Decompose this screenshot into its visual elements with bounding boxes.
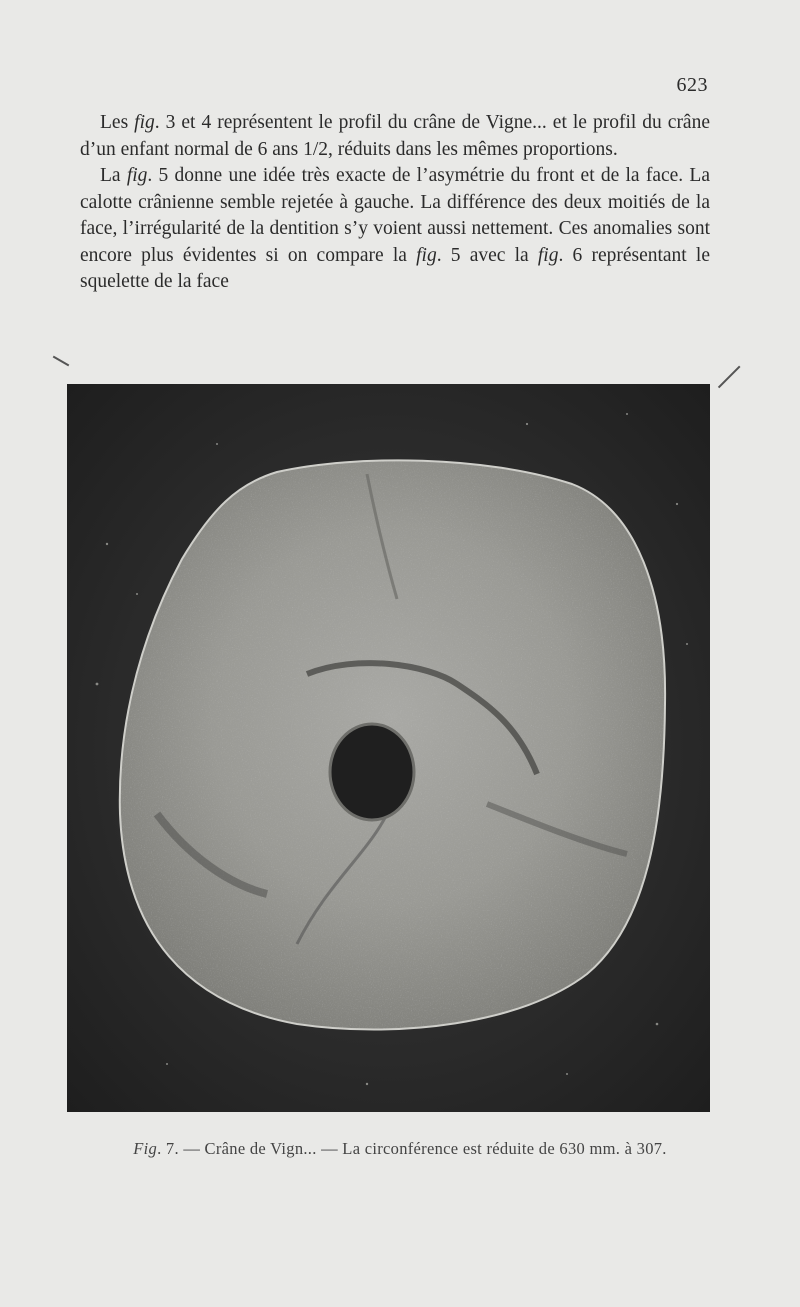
figure-caption [80,1139,720,1159]
print-mark [53,356,70,367]
skull-image [67,384,710,1112]
text-span: . 5 avec la [436,244,538,266]
caption-fig-label: Fig [133,1139,158,1158]
foramen-magnum [330,724,414,820]
text-span: La [100,165,127,186]
paragraph-1 [80,110,710,163]
text-span: Les [100,112,135,133]
fig-ref: fig [134,112,155,133]
text-span: . 5 donne une idée très exacte de l’asymétrie du front et de la face. La calotte crânienne semble rejetée à gauche. La différence des deux moitiés de la face, l’irrégularité de la dentition s’y voient aussi nettement. Ces anomalies sont encore plus évidentes si on compare la [80,165,710,266]
fig-ref: fig [126,165,148,186]
caption-text: . 7. — Crâne de Vign... — La circonférence est réduite de 630 mm. à 307. [157,1139,667,1158]
paragraph-2 [80,163,710,296]
text-span: . 3 et 4 représentent le profil du crâne de Vigne... et le profil du crâne d’un enfant normal de 6 ans 1/2, réduits dans les mêmes proportions. [80,112,710,160]
skull-photograph [67,384,710,1112]
body-text [80,110,710,296]
text-span: . 6 représentant le squelette de la face [80,244,710,292]
fig-ref: fig [416,244,437,266]
print-mark [718,366,740,388]
fig-ref: fig [537,244,559,266]
page-number: 623 [676,74,708,96]
